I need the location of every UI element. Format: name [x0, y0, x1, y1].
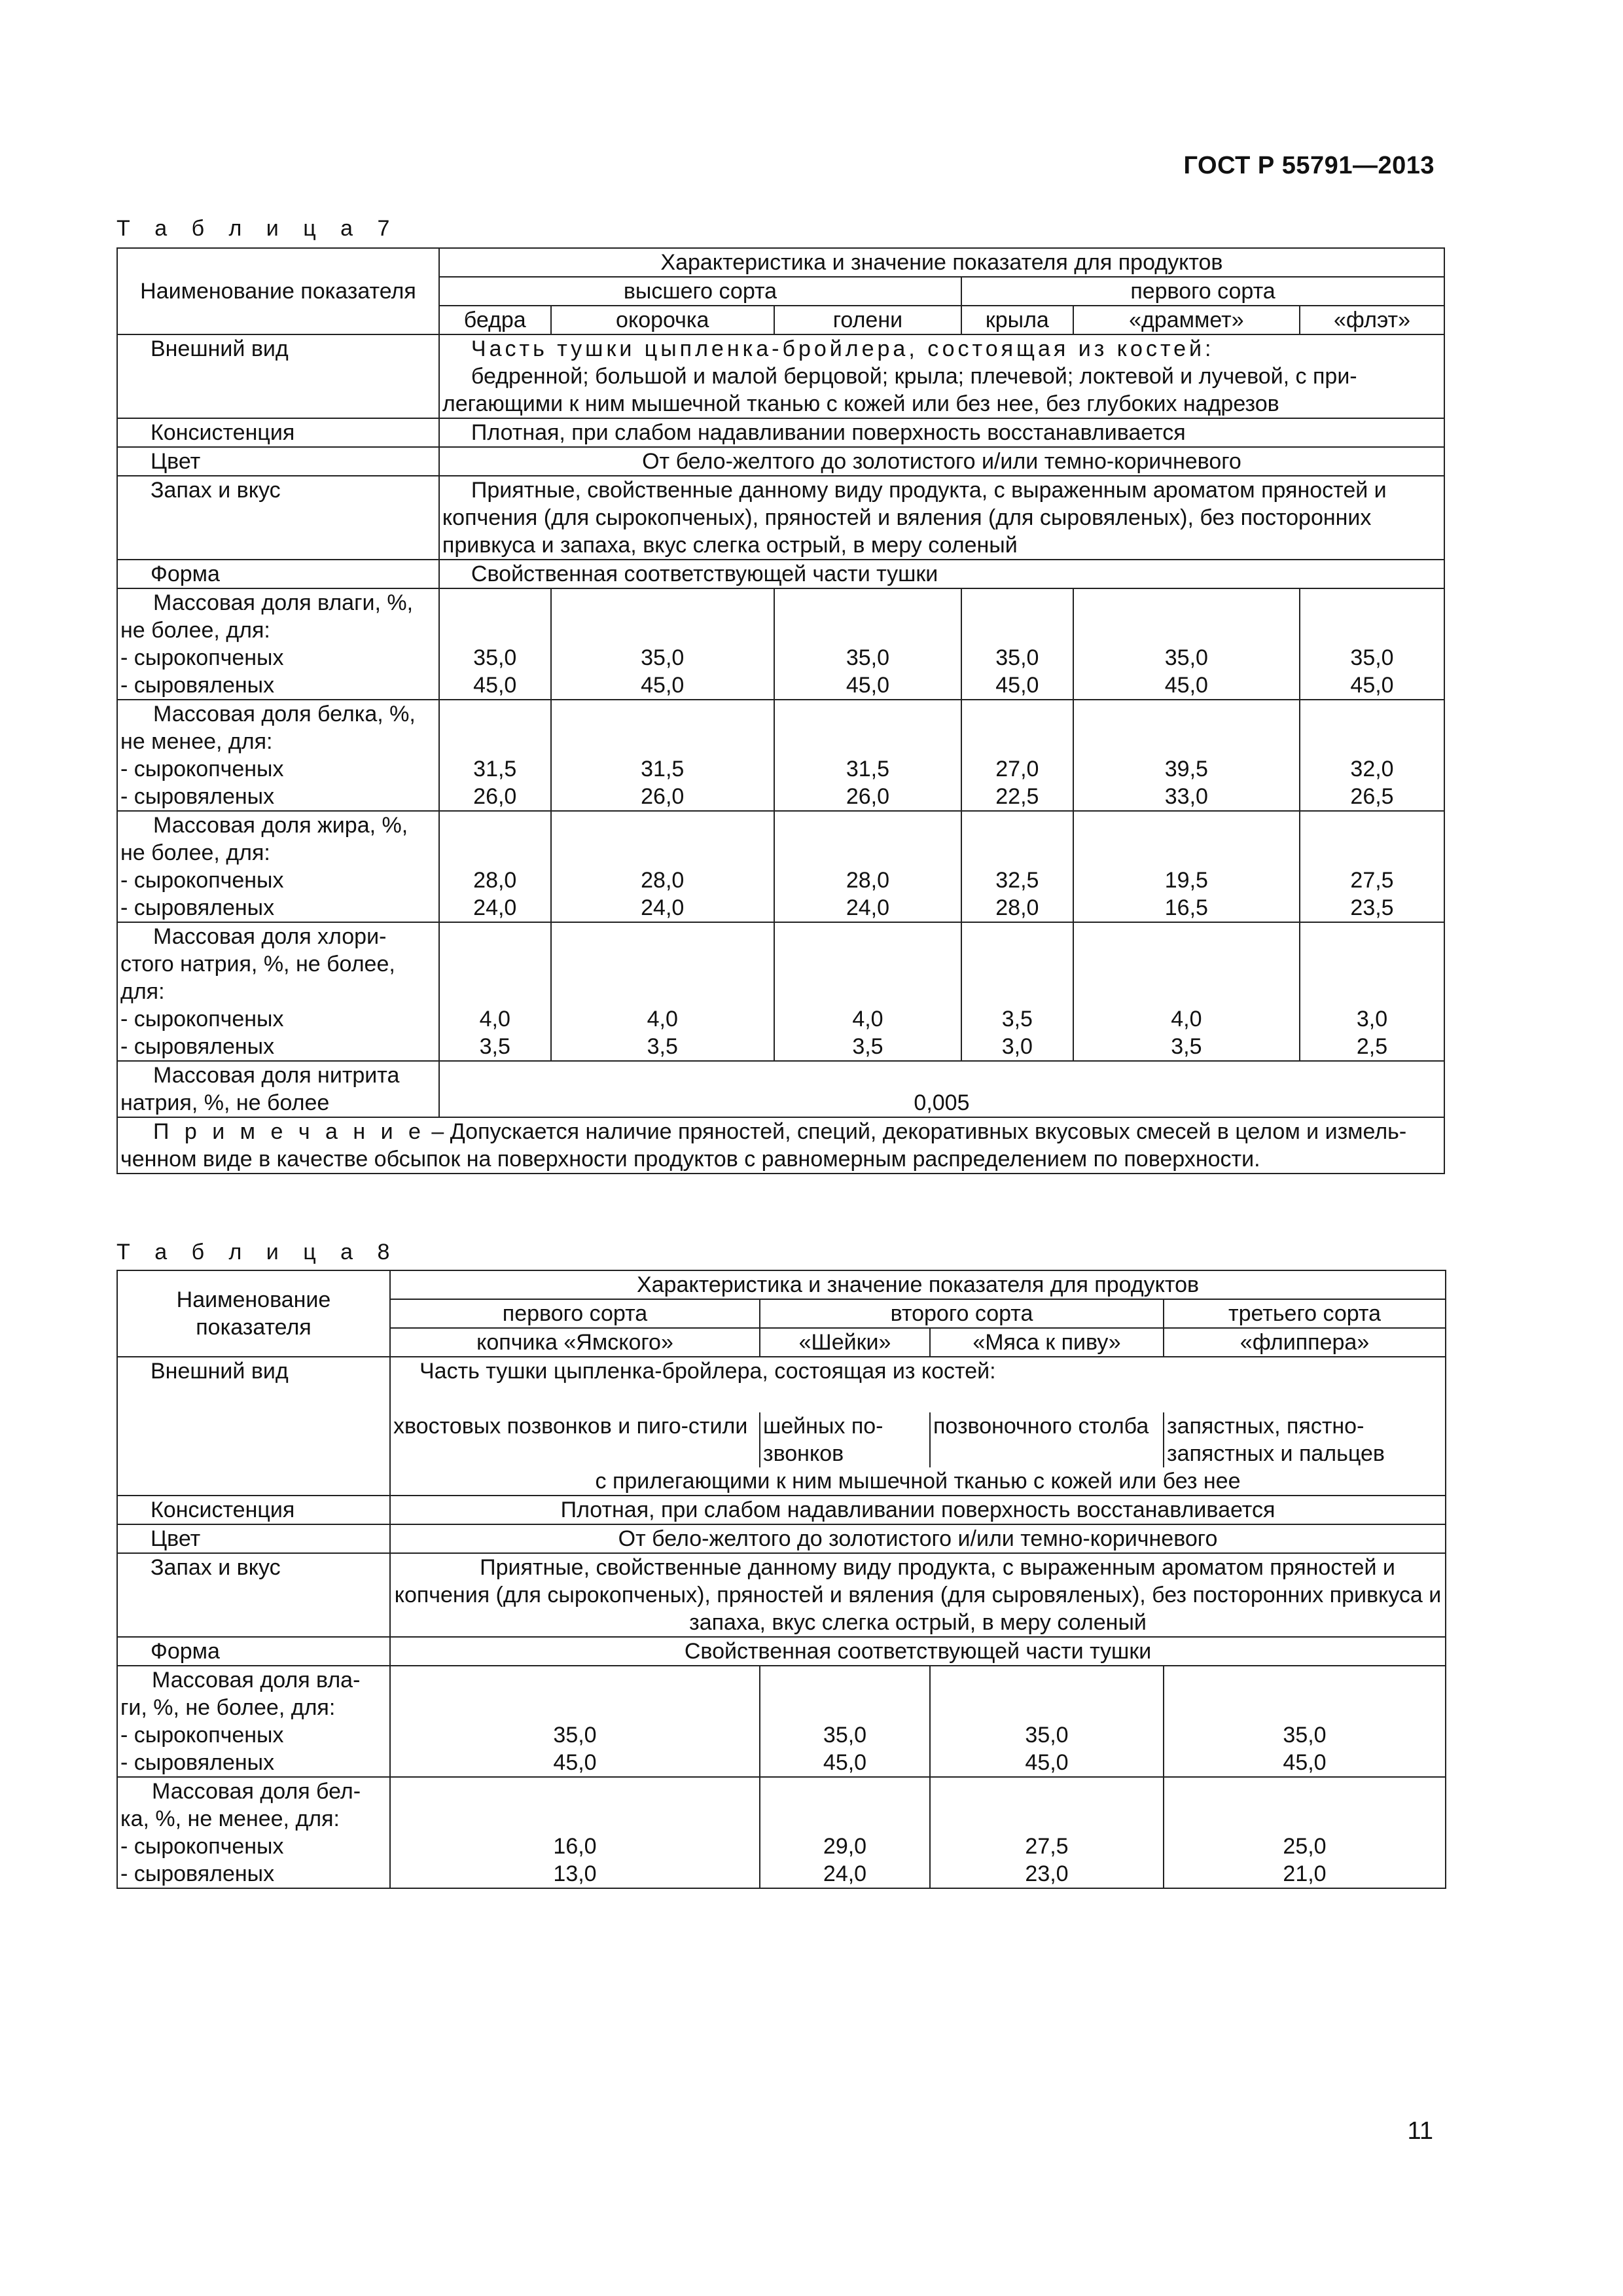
table8-row-consistency [117, 1496, 1446, 1524]
table8-row-smell [117, 1553, 1446, 1637]
table7-param-header: Наименование показателя [117, 248, 439, 334]
value-cell: 4,0 3,5 [1073, 922, 1300, 1061]
table8-grade: третьего сорта [1164, 1299, 1446, 1328]
table8-product: «Мяса к пиву» [930, 1328, 1164, 1357]
table8-caption: Т а б л и ц а 8 [116, 1240, 399, 1265]
value-cell: 3,0 2,5 [1300, 922, 1444, 1061]
row-label: Запах и вкус [117, 1553, 390, 1637]
appearance-part: запястных, пястно-запястных и пальцев [1164, 1412, 1446, 1467]
value-cell: 28,0 24,0 [551, 811, 774, 922]
value-cell: 35,0 45,0 [760, 1666, 930, 1777]
document-code: ГОСТ Р 55791—2013 [1183, 152, 1435, 179]
row-label: Массовая доля хлори-стого натрия, %, не более, для: - сырокопченых - сыровяленых [117, 922, 439, 1061]
row-label: Массовая доля бел-ка, %, не менее, для: - сырокопченых - сыровяленых [117, 1777, 390, 1888]
value-cell: 16,0 13,0 [390, 1777, 760, 1888]
value-cell: 25,0 21,0 [1164, 1777, 1446, 1888]
value-cell: 4,0 3,5 [774, 922, 961, 1061]
value-cell: 31,5 26,0 [439, 700, 551, 811]
table7-row-fat [117, 811, 1444, 922]
row-label: Внешний вид [117, 1357, 390, 1496]
smell-value: Приятные, свойственные данному виду продукта, с выраженным ароматом пряностей и копчения (для сырокопченых), пряностей и вяления (для сыровяленых), без посторонних привкуса и запаха, вкус слегка острый, в меру соленый [390, 1553, 1446, 1637]
table7-product: окорочка [551, 306, 774, 334]
value-cell: 31,5 26,0 [551, 700, 774, 811]
table7-note-row [117, 1117, 1444, 1174]
value-cell: 4,0 3,5 [551, 922, 774, 1061]
row-label: Массовая доля белка, %, не менее, для: - сырокопченых - сыровяленых [117, 700, 439, 811]
nitrite-value: 0,005 [439, 1061, 1444, 1117]
value-cell: 35,0 45,0 [1073, 588, 1300, 700]
table7-caption: Т а б л и ц а 7 [116, 216, 399, 241]
table7-row-protein [117, 700, 1444, 811]
table8-grade: первого сорта [390, 1299, 760, 1328]
row-label: Цвет [117, 447, 439, 476]
consistency-value: Плотная, при слабом надавливании поверхность восстанавливается [439, 418, 1444, 447]
table7-product: крыла [961, 306, 1073, 334]
row-label: Консистенция [117, 418, 439, 447]
table8-row-moisture [117, 1666, 1446, 1777]
table8-char-header: Характеристика и значение показателя для продуктов [390, 1270, 1446, 1299]
table8-product: «флиппера» [1164, 1328, 1446, 1357]
value-cell: 29,0 24,0 [760, 1777, 930, 1888]
value-cell: 31,5 26,0 [774, 700, 961, 811]
table7-char-header: Характеристика и значение показателя для продуктов [439, 248, 1444, 277]
table8 [116, 1270, 1446, 1889]
value-cell: 39,5 33,0 [1073, 700, 1300, 811]
table7-row-consistency [117, 418, 1444, 447]
smell-value: Приятные, свойственные данному виду продукта, с выраженным ароматом пряностей и копчения (для сырокопченых), пряностей и вяления (для сыровяленых), без посторонних привкуса и запаха, вкус слегка острый, в меру соленый [439, 476, 1444, 560]
table7-row-form [117, 560, 1444, 588]
row-label: Массовая доля влаги, %, не более, для: - сырокопченых - сыровяленых [117, 588, 439, 700]
value-cell: 35,0 45,0 [961, 588, 1073, 700]
row-label: Консистенция [117, 1496, 390, 1524]
table7-note [117, 1117, 1444, 1174]
note-label: П р и м е ч а н и е [153, 1119, 425, 1144]
value-cell: 32,5 28,0 [961, 811, 1073, 922]
color-value: От бело-желтого до золотистого и/или темно-коричневого [439, 447, 1444, 476]
form-value: Свойственная соответствующей части тушки [439, 560, 1444, 588]
table7-product: голени [774, 306, 961, 334]
table8-param-header: Наименование показателя [117, 1270, 390, 1357]
row-label: Массовая доля жира, %, не более, для: - сырокопченых - сыровяленых [117, 811, 439, 922]
value-cell: 27,5 23,5 [1300, 811, 1444, 922]
row-label: Форма [117, 560, 439, 588]
appearance-line1: Часть тушки цыпленка-бройлера, состоящая из костей: [471, 336, 1215, 361]
row-label: Запах и вкус [117, 476, 439, 560]
table7-grade-top: высшего сорта [439, 277, 961, 306]
table7-row-color [117, 447, 1444, 476]
value-cell: 27,0 22,5 [961, 700, 1073, 811]
table7-product: «флэт» [1300, 306, 1444, 334]
table7-row-moisture [117, 588, 1444, 700]
appearance-part: позвоночного столба [930, 1412, 1164, 1467]
table7-grade-first: первого сорта [961, 277, 1444, 306]
table7-header-row [117, 248, 1444, 277]
value-cell: 35,0 45,0 [774, 588, 961, 700]
table8-row-appearance [117, 1357, 1446, 1412]
appearance-line2: бедренной; большой и малой берцовой; крыла; плечевой; локтевой и лучевой, с при- [471, 364, 1357, 389]
appearance-line1: Часть тушки цыпленка-бройлера, состоящая из костей: [390, 1357, 1446, 1412]
value-cell: 35,0 45,0 [1164, 1666, 1446, 1777]
color-value: От бело-желтого до золотистого и/или темно-коричневого [390, 1524, 1446, 1553]
value-cell: 32,0 26,5 [1300, 700, 1444, 811]
appearance-line3: с прилегающими к ним мышечной тканью с кожей или без нее [390, 1467, 1446, 1496]
value-cell: 28,0 24,0 [774, 811, 961, 922]
appearance-value [439, 334, 1444, 418]
table7-row-appearance [117, 334, 1444, 418]
row-label: Форма [117, 1637, 390, 1666]
table7-product: бедра [439, 306, 551, 334]
table8-row-form [117, 1637, 1446, 1666]
row-label: Массовая доля нитрита натрия, %, не более [117, 1061, 439, 1117]
value-cell: 28,0 24,0 [439, 811, 551, 922]
table7-row-salt [117, 922, 1444, 1061]
appearance-part: хвостовых позвонков и пиго-стили [390, 1412, 760, 1467]
value-cell: 35,0 45,0 [390, 1666, 760, 1777]
table7-row-nitrite [117, 1061, 1444, 1117]
value-cell: 35,0 45,0 [1300, 588, 1444, 700]
value-cell: 19,5 16,5 [1073, 811, 1300, 922]
value-cell: 27,5 23,0 [930, 1777, 1164, 1888]
value-cell: 35,0 45,0 [439, 588, 551, 700]
consistency-value: Плотная, при слабом надавливании поверхность восстанавливается [390, 1496, 1446, 1524]
table7-row-smell [117, 476, 1444, 560]
appearance-part: шейных по-звонков [760, 1412, 930, 1467]
table7-product: «драммет» [1073, 306, 1300, 334]
row-label: Внешний вид [117, 334, 439, 418]
value-cell: 35,0 45,0 [930, 1666, 1164, 1777]
form-value: Свойственная соответствующей части тушки [390, 1637, 1446, 1666]
table8-product: «Шейки» [760, 1328, 930, 1357]
appearance-line3: легающими к ним мышечной тканью с кожей или без нее, без глубоких надрезов [442, 391, 1279, 416]
table8-product: копчика «Ямского» [390, 1328, 760, 1357]
table8-row-color [117, 1524, 1446, 1553]
value-cell: 3,5 3,0 [961, 922, 1073, 1061]
table7 [116, 247, 1445, 1174]
value-cell: 4,0 3,5 [439, 922, 551, 1061]
table8-row-protein [117, 1777, 1446, 1888]
row-label: Цвет [117, 1524, 390, 1553]
page-number: 11 [1407, 2117, 1433, 2145]
table8-grade: второго сорта [760, 1299, 1164, 1328]
note-text: – Допускается наличие пряностей, специй, декоративных вкусовых смесей в целом и измель-ченном виде в качестве обсыпок на поверхности продуктов с равномерным распределением по поверхности. [120, 1119, 1407, 1172]
table8-header-row [117, 1270, 1446, 1299]
row-label: Массовая доля вла-ги, %, не более, для: - сырокопченых - сыровяленых [117, 1666, 390, 1777]
value-cell: 35,0 45,0 [551, 588, 774, 700]
